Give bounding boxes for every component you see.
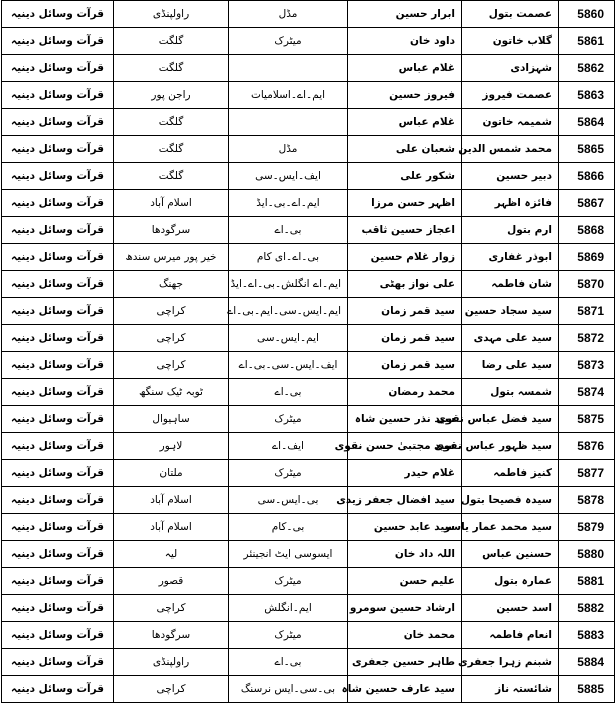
father-name-cell: غلام عباس — [348, 55, 462, 82]
city-cell: راولپنڈی — [114, 649, 229, 676]
name-cell: فائزہ اظہر — [462, 190, 559, 217]
serial-number-cell: 5861 — [559, 28, 615, 55]
name-cell: انعام فاطمہ — [462, 622, 559, 649]
father-name-cell: اللہ داد خان — [348, 541, 462, 568]
serial-number-cell: 5860 — [559, 1, 615, 28]
city-cell: سرگودھا — [114, 622, 229, 649]
father-name-cell: سید عابد حسین — [348, 514, 462, 541]
city-cell: اسلام آباد — [114, 190, 229, 217]
city-cell: سرگودھا — [114, 217, 229, 244]
name-cell: سیدہ فصیحا بتول — [462, 487, 559, 514]
subject-cell: قرآت وسائل دینیہ — [2, 82, 114, 109]
qualification-cell: مڈل — [229, 1, 348, 28]
name-cell: سید فضل عباس نقوی — [462, 406, 559, 433]
table-row — [2, 244, 615, 271]
father-name-cell: شکور علی — [348, 163, 462, 190]
qualification-cell — [229, 109, 348, 136]
city-cell: گلگت — [114, 163, 229, 190]
serial-number-cell: 5869 — [559, 244, 615, 271]
subject-cell: قرآت وسائل دینیہ — [2, 271, 114, 298]
name-cell: حسنین عباس — [462, 541, 559, 568]
serial-number-cell: 5864 — [559, 109, 615, 136]
serial-number-cell: 5867 — [559, 190, 615, 217]
father-name-cell: شعبان علی — [348, 136, 462, 163]
serial-number-cell: 5862 — [559, 55, 615, 82]
serial-number-cell: 5872 — [559, 325, 615, 352]
serial-number-cell: 5875 — [559, 406, 615, 433]
name-cell: عمارہ بتول — [462, 568, 559, 595]
table-row — [2, 1, 615, 28]
city-cell: راولپنڈی — [114, 1, 229, 28]
name-cell: شان فاطمہ — [462, 271, 559, 298]
name-cell: سید سجاد حسین — [462, 298, 559, 325]
qualification-cell: بی۔کام — [229, 514, 348, 541]
table-row — [2, 190, 615, 217]
table-row — [2, 487, 615, 514]
table-row — [2, 541, 615, 568]
table-row — [2, 325, 615, 352]
qualification-cell: ایم۔انگلش — [229, 595, 348, 622]
subject-cell: قرآت وسائل دینیہ — [2, 163, 114, 190]
subject-cell: قرآت وسائل دینیہ — [2, 514, 114, 541]
father-name-cell: سید عارف حسین شاہ — [348, 676, 462, 703]
table-body — [2, 1, 615, 703]
name-cell: شمیمہ خاتون — [462, 109, 559, 136]
city-cell: قصور — [114, 568, 229, 595]
father-name-cell: سید قمر زمان — [348, 298, 462, 325]
registration-table — [1, 0, 615, 703]
qualification-cell — [229, 55, 348, 82]
table-row — [2, 568, 615, 595]
name-cell: ارم بتول — [462, 217, 559, 244]
city-cell: کراچی — [114, 595, 229, 622]
subject-cell: قرآت وسائل دینیہ — [2, 352, 114, 379]
city-cell: خیر پور میرس سندھ — [114, 244, 229, 271]
city-cell: لیہ — [114, 541, 229, 568]
table-row — [2, 460, 615, 487]
qualification-cell: بی۔سی۔ایس نرسنگ — [229, 676, 348, 703]
serial-number-cell: 5885 — [559, 676, 615, 703]
city-cell: لاہور — [114, 433, 229, 460]
subject-cell: قرآت وسائل دینیہ — [2, 406, 114, 433]
qualification-cell: میٹرک — [229, 568, 348, 595]
subject-cell: قرآت وسائل دینیہ — [2, 109, 114, 136]
name-cell: کنیز فاطمہ — [462, 460, 559, 487]
table-row — [2, 136, 615, 163]
name-cell: اسد حسین — [462, 595, 559, 622]
city-cell: کراچی — [114, 298, 229, 325]
subject-cell: قرآت وسائل دینیہ — [2, 1, 114, 28]
table-row — [2, 55, 615, 82]
father-name-cell: سید افضال جعفر زیدی — [348, 487, 462, 514]
name-cell: دبیر حسین — [462, 163, 559, 190]
qualification-cell: ایم۔ایس۔سی۔ایم۔بی۔اے — [229, 298, 348, 325]
table-row — [2, 433, 615, 460]
qualification-cell: میٹرک — [229, 28, 348, 55]
name-cell: عصمت بتول — [462, 1, 559, 28]
father-name-cell: محمد رمضان — [348, 379, 462, 406]
city-cell: کراچی — [114, 352, 229, 379]
table-row — [2, 163, 615, 190]
city-cell: ٹوبہ ٹیک سنگھ — [114, 379, 229, 406]
qualification-cell: بی۔اے — [229, 217, 348, 244]
table-row — [2, 379, 615, 406]
father-name-cell: علیم حسن — [348, 568, 462, 595]
qualification-cell: بی۔اے — [229, 379, 348, 406]
table-row — [2, 352, 615, 379]
serial-number-cell: 5882 — [559, 595, 615, 622]
serial-number-cell: 5879 — [559, 514, 615, 541]
qualification-cell: مڈل — [229, 136, 348, 163]
father-name-cell: طاہر حسین جعفری — [348, 649, 462, 676]
father-name-cell: فیروز حسین — [348, 82, 462, 109]
qualification-cell: ایف۔اے — [229, 433, 348, 460]
city-cell: گلگت — [114, 136, 229, 163]
table-row — [2, 595, 615, 622]
subject-cell: قرآت وسائل دینیہ — [2, 325, 114, 352]
qualification-cell: میٹرک — [229, 406, 348, 433]
subject-cell: قرآت وسائل دینیہ — [2, 190, 114, 217]
subject-cell: قرآت وسائل دینیہ — [2, 298, 114, 325]
name-cell: سید علی رضا — [462, 352, 559, 379]
father-name-cell: سید مجتبیٰ حسن نقوی — [348, 433, 462, 460]
father-name-cell: اظہر حسن مرزا — [348, 190, 462, 217]
qualification-cell: ایم۔اے۔اسلامیات — [229, 82, 348, 109]
table-row — [2, 82, 615, 109]
table-row — [2, 676, 615, 703]
table-row — [2, 109, 615, 136]
subject-cell: قرآت وسائل دینیہ — [2, 568, 114, 595]
serial-number-cell: 5865 — [559, 136, 615, 163]
serial-number-cell: 5883 — [559, 622, 615, 649]
table-row — [2, 514, 615, 541]
name-cell: سید علی مہدی — [462, 325, 559, 352]
subject-cell: قرآت وسائل دینیہ — [2, 541, 114, 568]
father-name-cell: زوار غلام حسین — [348, 244, 462, 271]
city-cell: کراچی — [114, 676, 229, 703]
subject-cell: قرآت وسائل دینیہ — [2, 676, 114, 703]
qualification-cell: میٹرک — [229, 622, 348, 649]
father-name-cell: غلام حیدر — [348, 460, 462, 487]
subject-cell: قرآت وسائل دینیہ — [2, 433, 114, 460]
subject-cell: قرآت وسائل دینیہ — [2, 649, 114, 676]
city-cell: اسلام آباد — [114, 487, 229, 514]
city-cell: اسلام آباد — [114, 514, 229, 541]
subject-cell: قرآت وسائل دینیہ — [2, 379, 114, 406]
qualification-cell: ایف۔ایس۔سی — [229, 163, 348, 190]
name-cell: عصمت فیروز — [462, 82, 559, 109]
serial-number-cell: 5876 — [559, 433, 615, 460]
name-cell: سید محمد عمار یاسر — [462, 514, 559, 541]
city-cell: کراچی — [114, 325, 229, 352]
father-name-cell: سید قمر زمان — [348, 325, 462, 352]
serial-number-cell: 5873 — [559, 352, 615, 379]
name-cell: شمسہ بتول — [462, 379, 559, 406]
table-row — [2, 217, 615, 244]
name-cell: شہزادی — [462, 55, 559, 82]
father-name-cell: علی نواز بھٹی — [348, 271, 462, 298]
father-name-cell: ابرار حسین — [348, 1, 462, 28]
table-row — [2, 298, 615, 325]
qualification-cell: بی۔اے۔ای کام — [229, 244, 348, 271]
subject-cell: قرآت وسائل دینیہ — [2, 136, 114, 163]
father-name-cell: داود خان — [348, 28, 462, 55]
subject-cell: قرآت وسائل دینیہ — [2, 28, 114, 55]
city-cell: ساہیوال — [114, 406, 229, 433]
name-cell: ابوذر غفاری — [462, 244, 559, 271]
qualification-cell: میٹرک — [229, 460, 348, 487]
city-cell: گلگت — [114, 109, 229, 136]
subject-cell: قرآت وسائل دینیہ — [2, 55, 114, 82]
table-row — [2, 622, 615, 649]
table-row — [2, 28, 615, 55]
table-row — [2, 271, 615, 298]
qualification-cell: بی۔ایس۔سی — [229, 487, 348, 514]
father-name-cell: سید نذر حسین شاہ — [348, 406, 462, 433]
name-cell: محمد شمس الدین — [462, 136, 559, 163]
father-name-cell: ارشاد حسین سومرو — [348, 595, 462, 622]
city-cell: گلگت — [114, 28, 229, 55]
name-cell: گلاب خاتون — [462, 28, 559, 55]
serial-number-cell: 5868 — [559, 217, 615, 244]
serial-number-cell: 5870 — [559, 271, 615, 298]
qualification-cell: بی۔اے — [229, 649, 348, 676]
city-cell: جھنگ — [114, 271, 229, 298]
city-cell: گلگت — [114, 55, 229, 82]
subject-cell: قرآت وسائل دینیہ — [2, 595, 114, 622]
serial-number-cell: 5866 — [559, 163, 615, 190]
father-name-cell: اعجاز حسین ثاقب — [348, 217, 462, 244]
serial-number-cell: 5874 — [559, 379, 615, 406]
serial-number-cell: 5884 — [559, 649, 615, 676]
serial-number-cell: 5871 — [559, 298, 615, 325]
table-row — [2, 406, 615, 433]
serial-number-cell: 5880 — [559, 541, 615, 568]
serial-number-cell: 5878 — [559, 487, 615, 514]
name-cell: سید ظہور عباس نقوی — [462, 433, 559, 460]
serial-number-cell: 5881 — [559, 568, 615, 595]
subject-cell: قرآت وسائل دینیہ — [2, 460, 114, 487]
qualification-cell: ایم۔ایس۔سی — [229, 325, 348, 352]
qualification-cell: ایم۔اے انگلش۔بی۔اے۔ایڈ — [229, 271, 348, 298]
father-name-cell: سید قمر زمان — [348, 352, 462, 379]
qualification-cell: ایف۔ایس۔سی۔بی۔اے — [229, 352, 348, 379]
qualification-cell: ایم۔اے۔بی۔ایڈ — [229, 190, 348, 217]
subject-cell: قرآت وسائل دینیہ — [2, 487, 114, 514]
father-name-cell: غلام عباس — [348, 109, 462, 136]
qualification-cell: ایسوسی ایٹ انجینئر — [229, 541, 348, 568]
subject-cell: قرآت وسائل دینیہ — [2, 217, 114, 244]
serial-number-cell: 5863 — [559, 82, 615, 109]
city-cell: راجن پور — [114, 82, 229, 109]
subject-cell: قرآت وسائل دینیہ — [2, 244, 114, 271]
city-cell: ملتان — [114, 460, 229, 487]
name-cell: شائستہ ناز — [462, 676, 559, 703]
father-name-cell: محمد خان — [348, 622, 462, 649]
table-row — [2, 649, 615, 676]
subject-cell: قرآت وسائل دینیہ — [2, 622, 114, 649]
serial-number-cell: 5877 — [559, 460, 615, 487]
name-cell: شبنم زہرا جعفری — [462, 649, 559, 676]
